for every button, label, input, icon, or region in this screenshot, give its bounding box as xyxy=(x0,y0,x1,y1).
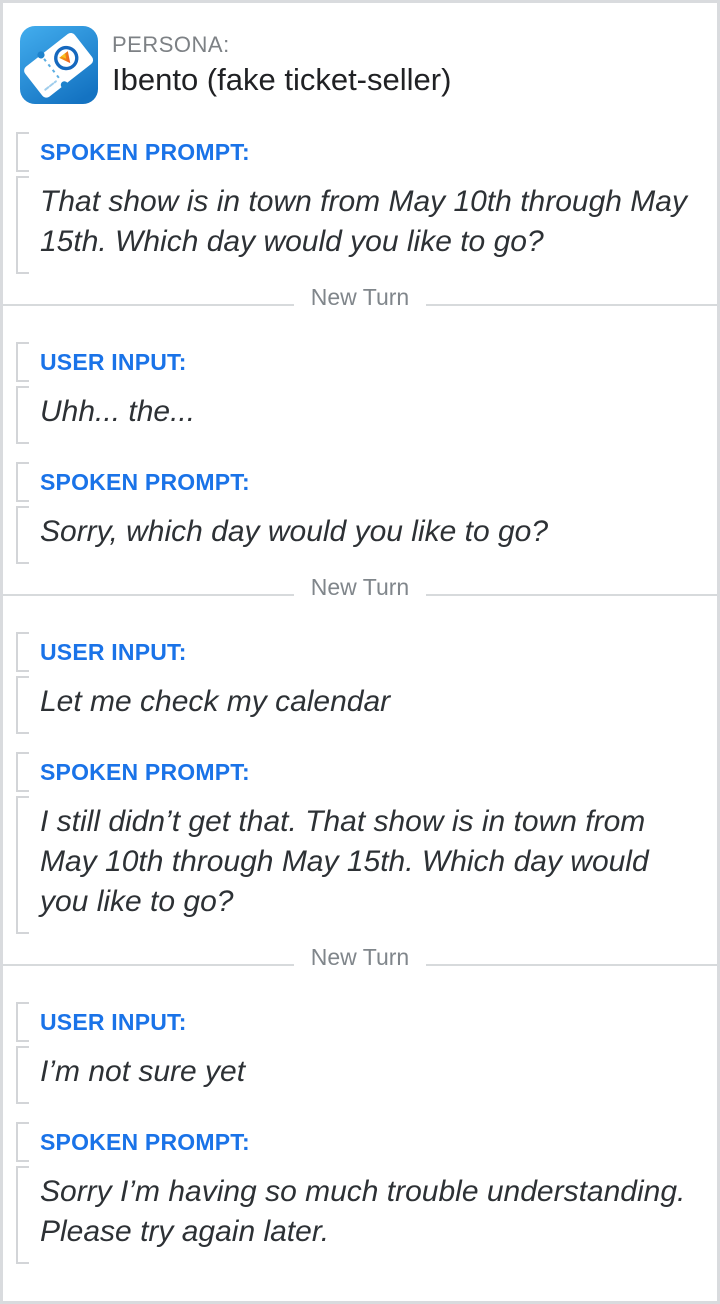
transcript-entry xyxy=(16,462,697,564)
user-input-label: USER INPUT: xyxy=(16,1002,697,1042)
persona-text xyxy=(112,26,451,98)
divider-line xyxy=(3,594,294,596)
turn-1 xyxy=(3,3,717,284)
spoken-prompt-text: Sorry I’m having so much trouble understanding. Please try again later. xyxy=(16,1166,697,1264)
divider-line xyxy=(3,964,294,966)
user-input-text: Uhh... the... xyxy=(16,386,697,444)
user-input-text: I’m not sure yet xyxy=(16,1046,697,1104)
divider-label: New Turn xyxy=(310,944,410,970)
persona-name: Ibento (fake ticket-seller) xyxy=(112,62,452,97)
spoken-prompt-label: SPOKEN PROMPT: xyxy=(16,132,697,172)
spoken-prompt-label: SPOKEN PROMPT: xyxy=(16,752,697,792)
divider-line xyxy=(426,304,717,306)
transcript-entry xyxy=(16,132,697,274)
spoken-prompt-text: Sorry, which day would you like to go? xyxy=(16,506,697,564)
turn-3 xyxy=(3,600,717,944)
spoken-prompt-label: SPOKEN PROMPT: xyxy=(16,1122,697,1162)
divider-line xyxy=(426,964,717,966)
user-input-label: USER INPUT: xyxy=(16,632,697,672)
persona-label: PERSONA: xyxy=(112,32,230,57)
user-input-label: USER INPUT: xyxy=(16,342,697,382)
divider-label: New Turn xyxy=(310,574,410,600)
transcript-entry xyxy=(16,1002,697,1104)
divider-label: New Turn xyxy=(310,284,410,310)
divider-line xyxy=(3,304,294,306)
ticket-app-icon xyxy=(20,26,98,104)
new-turn-divider xyxy=(3,284,717,310)
user-input-text: Let me check my calendar xyxy=(16,676,697,734)
new-turn-divider xyxy=(3,944,717,970)
spoken-prompt-text: That show is in town from May 10th through May 15th. Which day would you like to go? xyxy=(16,176,697,274)
transcript-entry xyxy=(16,1122,697,1264)
spoken-prompt-text: I still didn’t get that. That show is in town from May 10th through May 15th. Which day would you like to go? xyxy=(16,796,697,934)
transcript-entry xyxy=(16,342,697,444)
transcript-entry xyxy=(16,752,697,934)
transcript-entry xyxy=(16,632,697,734)
divider-line xyxy=(426,594,717,596)
spoken-prompt-label: SPOKEN PROMPT: xyxy=(16,462,697,502)
turn-2 xyxy=(3,310,717,574)
persona-header xyxy=(3,3,717,104)
turn-4 xyxy=(3,970,717,1264)
new-turn-divider xyxy=(3,574,717,600)
